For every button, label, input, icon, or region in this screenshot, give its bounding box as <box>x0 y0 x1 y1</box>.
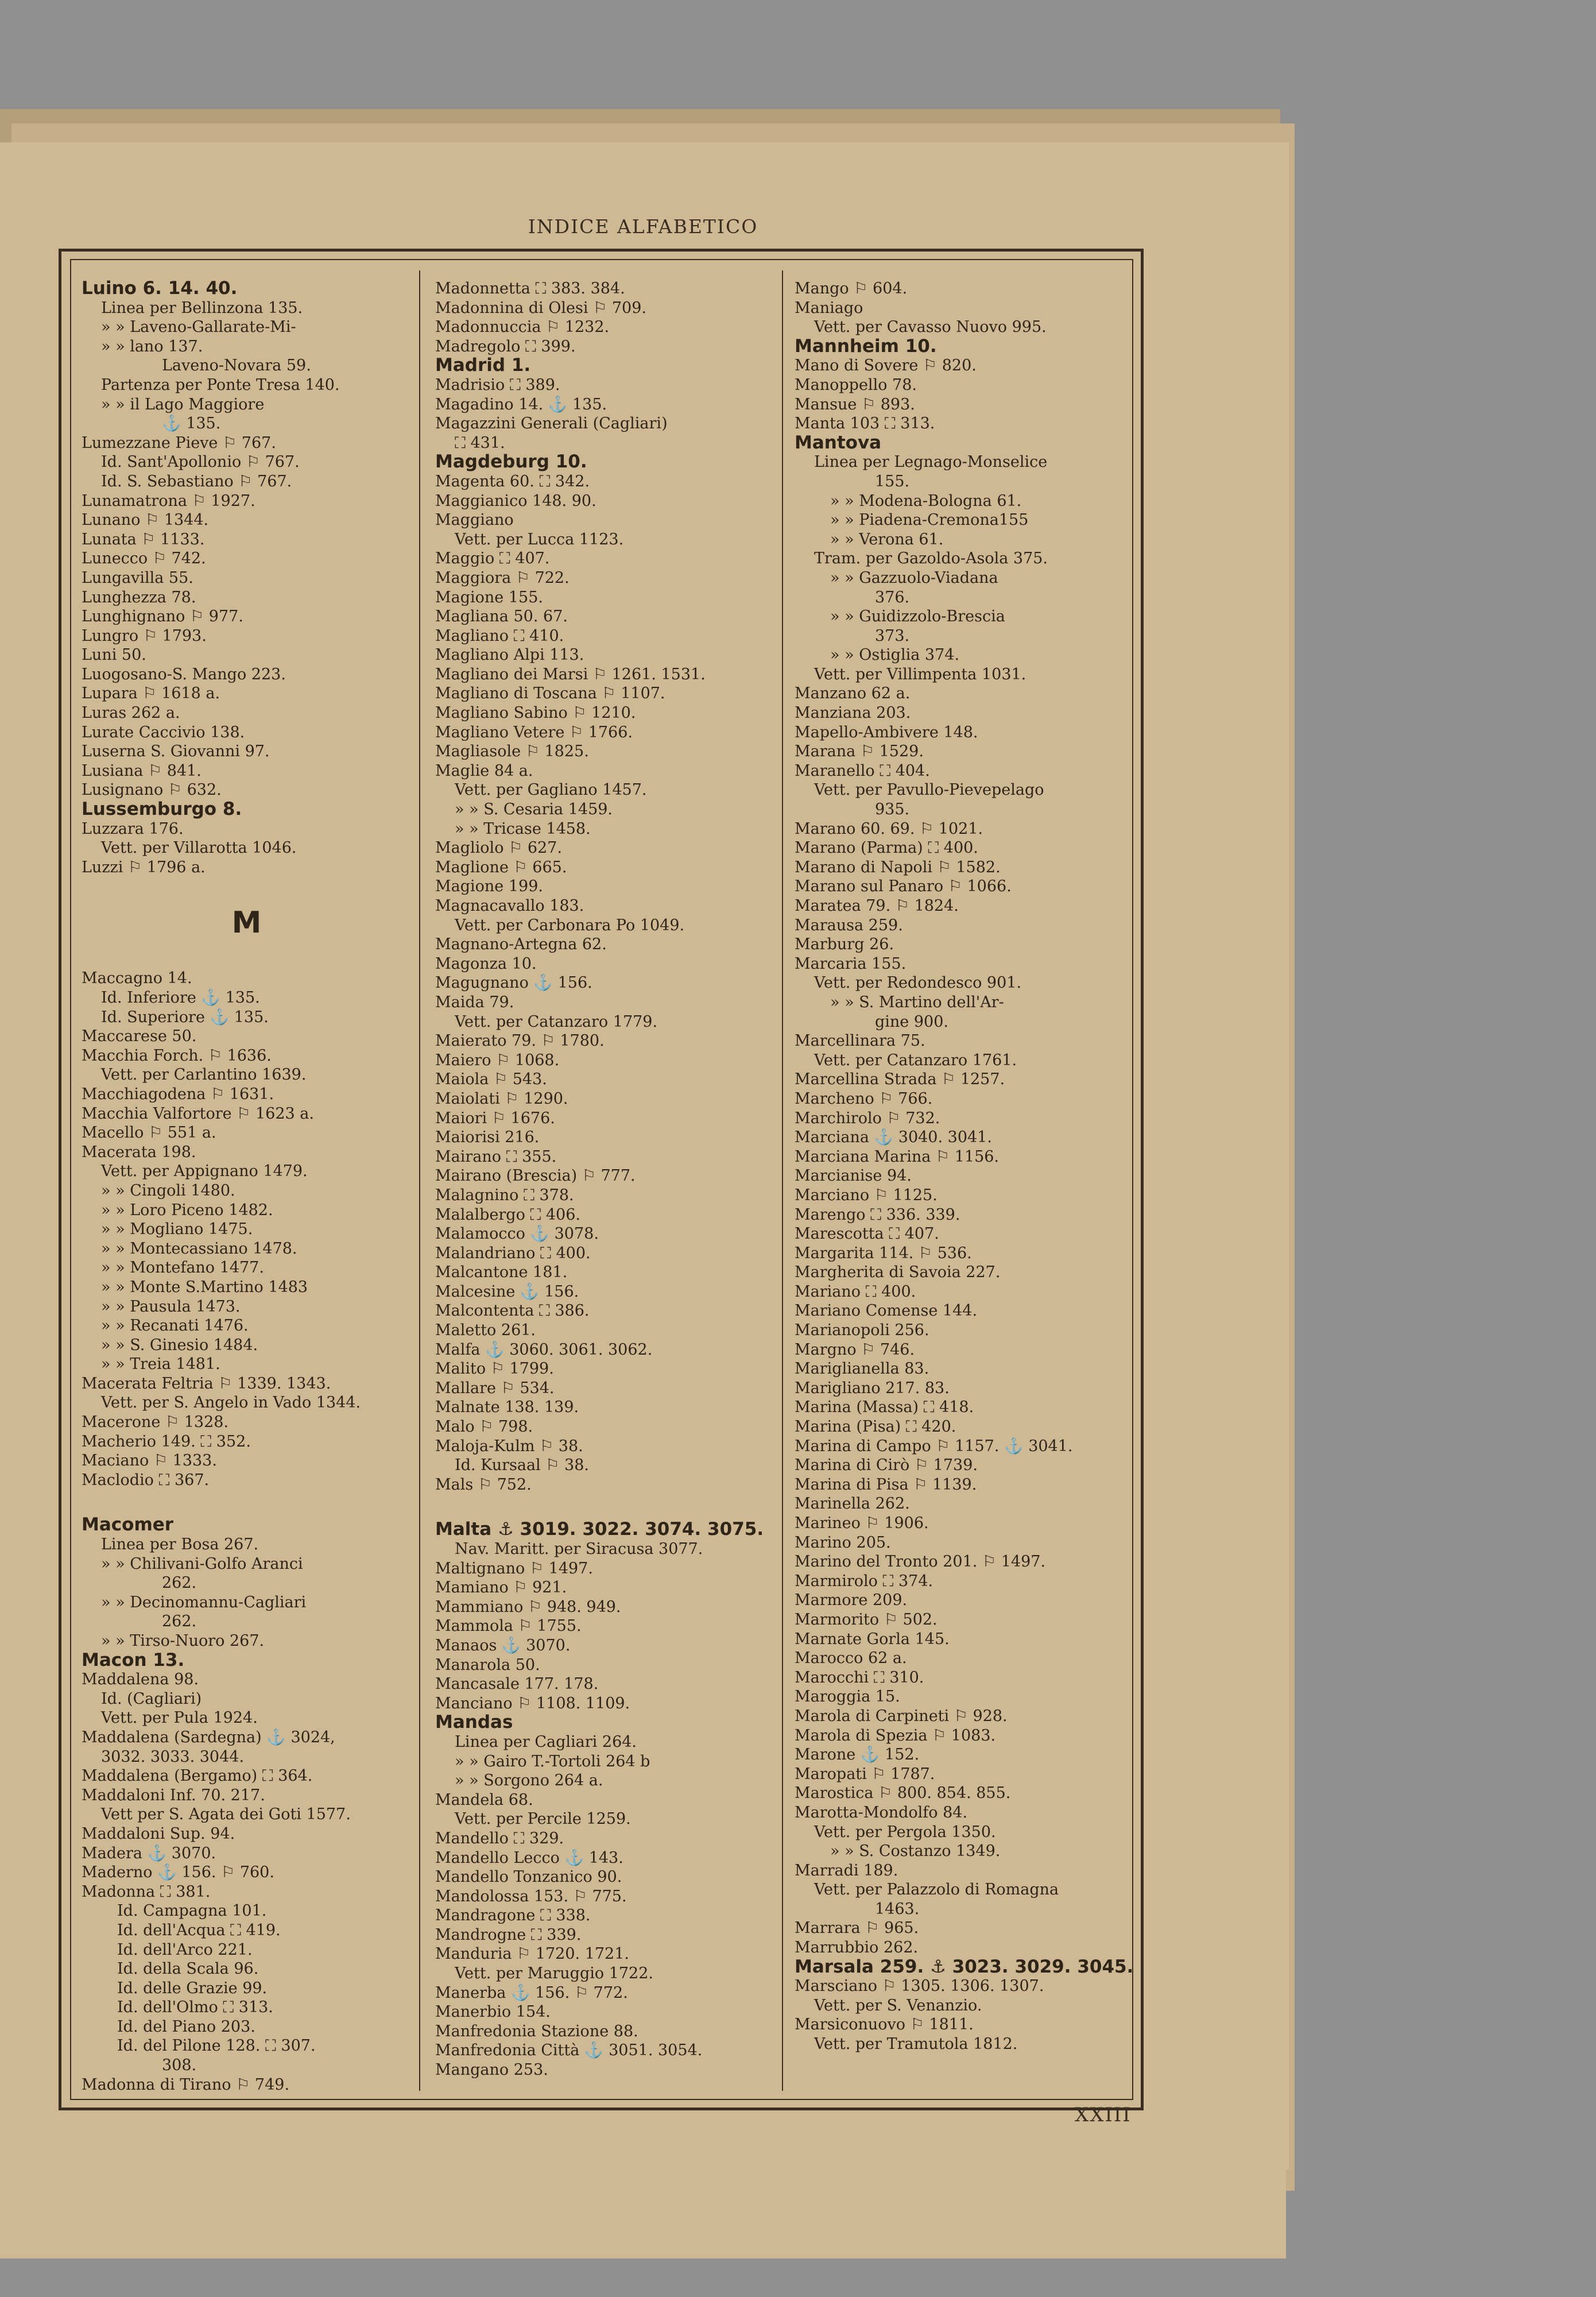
index-entry: gine 900. <box>875 1012 948 1031</box>
index-entry: Magliano Vetere ⚐ 1766. <box>435 723 633 741</box>
index-entry: Tram. per Gazoldo-Asola 375. <box>814 550 1048 568</box>
index-entry: Malamocco ⚓ 3078. <box>435 1225 599 1243</box>
index-entry: Maropati ⚐ 1787. <box>795 1765 935 1783</box>
index-entry: Partenza per Ponte Tresa 140. <box>101 376 340 394</box>
index-entry: Luino 6. 14. 40. <box>82 278 238 299</box>
index-entry: » » il Lago Maggiore <box>101 395 265 413</box>
index-entry: Id. Inferiore ⚓ 135. <box>101 989 260 1007</box>
index-entry: Vett. per S. Venanzio. <box>814 1996 982 2014</box>
index-entry: Luserna S. Giovanni 97. <box>82 743 270 761</box>
index-entry: Marotta-Mondolfo 84. <box>795 1803 968 1822</box>
index-entry: Marcellina Strada ⚐ 1257. <box>795 1070 1005 1089</box>
spacer <box>435 1494 774 1520</box>
index-entry: Marano (Parma) ⛶ 400. <box>795 839 978 857</box>
index-entry: Manziana 203. <box>795 704 911 722</box>
index-entry: Id. S. Sebastiano ⚐ 767. <box>101 472 292 490</box>
index-entry: Marsala 259. ⚓ 3023. 3029. 3045. <box>795 1956 1134 1977</box>
index-entry: Luras 262 a. <box>82 704 180 722</box>
index-entry: » » Cingoli 1480. <box>101 1181 235 1200</box>
index-entry: Marinella 262. <box>795 1495 910 1513</box>
index-entry: Lunecco ⚐ 742. <box>82 550 206 568</box>
index-entry: Manfredonia Città ⚓ 3051. 3054. <box>435 2041 703 2060</box>
index-entry: Vett. per Pavullo-Pievepelago <box>814 781 1044 799</box>
index-entry: Id. (Cagliari) <box>101 1689 202 1708</box>
index-entry: 1463. <box>875 1900 920 1918</box>
index-entry: Mariano ⛶ 400. <box>795 1282 916 1301</box>
column-divider-1 <box>419 270 420 2091</box>
index-entry: Marnate Gorla 145. <box>795 1630 950 1648</box>
index-entry: Lusignano ⚐ 632. <box>82 781 222 799</box>
index-entry: Mansue ⚐ 893. <box>795 395 915 413</box>
index-entry: Marrubbio 262. <box>795 1939 919 1957</box>
index-entry: Lunghignano ⚐ 977. <box>82 608 243 626</box>
index-entry: Magenta 60. ⛶ 342. <box>435 472 590 490</box>
index-entry: Marmore 209. <box>795 1591 908 1610</box>
index-entry: Luzzi ⚐ 1796 a. <box>82 858 206 876</box>
index-entry: Macomer <box>82 1514 174 1536</box>
index-entry: Manerba ⚓ 156. ⚐ 772. <box>435 1983 628 2002</box>
index-entry: Maggiano <box>435 511 514 529</box>
index-entry: Malandriano ⛶ 400. <box>435 1244 591 1262</box>
index-entry: Linea per Legnago-Monselice <box>814 453 1048 471</box>
index-entry: Marianopoli 256. <box>795 1321 929 1340</box>
index-entry: Magliana 50. 67. <box>435 608 568 626</box>
index-entry: » » Verona 61. <box>830 530 944 548</box>
index-entry: » » Gazzuolo-Viadana <box>830 569 998 587</box>
index-entry: Marausa 259. <box>795 916 903 934</box>
index-entry: » » S. Costanzo 1349. <box>830 1842 1001 1861</box>
index-column-1 <box>82 279 412 2094</box>
index-entry: Lungro ⚐ 1793. <box>82 627 207 645</box>
index-entry: Macerata 198. <box>82 1143 196 1161</box>
index-entry: » » lano 137. <box>101 337 203 355</box>
index-entry: Malcesine ⚓ 156. <box>435 1282 579 1301</box>
index-entry: Id. del Pilone 128. ⛶ 307. <box>117 2037 316 2055</box>
index-entry: » » Monte S.Martino 1483 <box>101 1278 308 1296</box>
index-entry: Margarita 114. ⚐ 536. <box>795 1244 972 1262</box>
index-entry: Linea per Bellinzona 135. <box>101 299 303 317</box>
index-entry: Manzano 62 a. <box>795 685 911 703</box>
index-entry: Lurate Caccivio 138. <box>82 723 245 741</box>
index-entry: 262. <box>162 1574 197 1592</box>
index-entry: Maida 79. <box>435 993 514 1011</box>
index-entry: 155. <box>875 472 910 490</box>
index-entry: Maddalena (Bergamo) ⛶ 364. <box>82 1767 313 1785</box>
index-entry: Maccarese 50. <box>82 1027 197 1046</box>
index-entry: Maderno ⚓ 156. ⚐ 760. <box>82 1863 274 1882</box>
index-entry: Magliano Sabino ⚐ 1210. <box>435 704 636 722</box>
index-entry: Vett. per Tramutola 1812. <box>814 2035 1018 2054</box>
index-entry: Id. Kursaal ⚐ 38. <box>455 1456 589 1475</box>
index-entry: » » Loro Piceno 1482. <box>101 1201 273 1219</box>
index-entry: Vett. per Villimpenta 1031. <box>814 665 1026 683</box>
index-entry: Marostica ⚐ 800. 854. 855. <box>795 1784 1011 1803</box>
index-entry: Maloja-Kulm ⚐ 38. <box>435 1437 583 1455</box>
index-entry: Maierato 79. ⚐ 1780. <box>435 1032 605 1050</box>
index-entry: Marana ⚐ 1529. <box>795 743 924 761</box>
page-title: INDICE ALFABETICO <box>528 215 758 238</box>
index-entry: Marescotta ⛶ 407. <box>795 1225 939 1243</box>
index-entry: Magliasole ⚐ 1825. <box>435 743 589 761</box>
index-entry: Macerone ⚐ 1328. <box>82 1413 229 1432</box>
index-entry: Marciana ⚓ 3040. 3041. <box>795 1128 992 1147</box>
index-entry: Malcantone 181. <box>435 1263 568 1282</box>
index-entry: Magadino 14. ⚓ 135. <box>435 395 607 413</box>
index-entry: Laveno-Novara 59. <box>162 357 311 375</box>
index-entry: Luni 50. <box>82 646 146 664</box>
index-entry: Id. dell'Acqua ⛶ 419. <box>117 1921 281 1939</box>
index-entry: » » Guidizzolo-Brescia <box>830 608 1005 626</box>
index-entry: Id. del Piano 203. <box>117 2017 255 2036</box>
index-entry: » » Sorgono 264 a. <box>455 1772 603 1790</box>
index-entry: Marburg 26. <box>795 935 894 954</box>
index-entry: Lunano ⚐ 1344. <box>82 511 209 529</box>
index-entry: Lunamatrona ⚐ 1927. <box>82 492 255 510</box>
index-entry: Marina (Pisa) ⛶ 420. <box>795 1418 956 1436</box>
index-entry: Mandello Lecco ⚓ 143. <box>435 1849 623 1867</box>
index-entry: Magnano-Artegna 62. <box>435 935 607 954</box>
index-entry: Marano 60. 69. ⚐ 1021. <box>795 819 983 838</box>
index-entry: Madonnuccia ⚐ 1232. <box>435 318 610 337</box>
index-entry: 308. <box>162 2056 197 2075</box>
index-entry: Madonnina di Olesi ⚐ 709. <box>435 299 646 317</box>
index-entry: Manaos ⚓ 3070. <box>435 1636 571 1654</box>
index-entry: » » S. Martino dell'Ar- <box>830 993 1004 1011</box>
index-entry: Mandolossa 153. ⚐ 775. <box>435 1887 627 1905</box>
index-entry: Maddaloni Sup. 94. <box>82 1824 235 1843</box>
index-entry: Marina di Pisa ⚐ 1139. <box>795 1475 977 1494</box>
index-entry: » » Recanati 1476. <box>101 1317 249 1335</box>
index-entry: » » Pausula 1473. <box>101 1297 241 1316</box>
index-entry: Lungavilla 55. <box>82 569 193 587</box>
index-entry: Vett. per Villarotta 1046. <box>101 839 297 857</box>
index-entry: Id. dell'Arco 221. <box>117 1940 253 1959</box>
index-entry: Vett. per Carlantino 1639. <box>101 1066 307 1084</box>
index-entry: Vett. per Pula 1924. <box>101 1709 258 1727</box>
index-entry: » » Montefano 1477. <box>101 1259 264 1277</box>
index-entry: Macchiagodena ⚐ 1631. <box>82 1085 274 1103</box>
index-entry: Maroggia 15. <box>795 1688 900 1706</box>
index-entry: Manduria ⚐ 1720. 1721. <box>435 1945 629 1963</box>
spacer <box>82 877 412 906</box>
index-entry: Madrid 1. <box>435 355 531 376</box>
index-page <box>0 163 1286 2259</box>
index-entry: » » S. Ginesio 1484. <box>101 1336 258 1354</box>
index-entry: Malcontenta ⛶ 386. <box>435 1302 590 1320</box>
index-entry: Vett. per Maruggio 1722. <box>455 1965 653 1983</box>
page-number: XXIII <box>1075 2103 1132 2126</box>
index-entry: 262. <box>162 1612 197 1631</box>
index-entry: Marsiconuovo ⚐ 1811. <box>795 2016 974 2034</box>
index-entry: » » Mogliano 1475. <box>101 1220 253 1239</box>
index-entry: » » Piadena-Cremona155 <box>830 511 1029 529</box>
index-entry: Id. Sant'Apollonio ⚐ 767. <box>101 453 300 471</box>
index-entry: Nav. Maritt. per Siracusa 3077. <box>455 1540 703 1558</box>
index-entry: Lusiana ⚐ 841. <box>82 761 202 780</box>
index-entry: » » Modena-Bologna 61. <box>830 492 1022 510</box>
index-entry: Id. dell'Olmo ⛶ 313. <box>117 1998 273 2017</box>
section-letter: M <box>231 906 262 941</box>
index-entry: Luzzara 176. <box>82 819 184 838</box>
index-entry: Lussemburgo 8. <box>82 799 242 820</box>
index-entry: Marola di Carpineti ⚐ 928. <box>795 1707 1008 1725</box>
index-entry: Magnacavallo 183. <box>435 897 584 915</box>
index-entry: Vett. per Carbonara Po 1049. <box>455 916 685 934</box>
index-entry: Vett per S. Agata dei Goti 1577. <box>101 1805 351 1824</box>
index-entry: Id. Campagna 101. <box>117 1902 267 1920</box>
index-entry: Maiolati ⚐ 1290. <box>435 1089 568 1108</box>
index-entry: Maggianico 148. 90. <box>435 492 596 510</box>
index-entry: Linea per Cagliari 264. <box>455 1733 637 1751</box>
index-entry: Mandragone ⛶ 338. <box>435 1907 591 1925</box>
index-entry: Maiero ⚐ 1068. <box>435 1051 560 1069</box>
index-entry: Maglie 84 a. <box>435 761 533 780</box>
index-entry: Maltignano ⚐ 1497. <box>435 1559 593 1577</box>
index-entry: » » Laveno-Gallarate-Mi- <box>101 318 296 337</box>
index-entry: Marone ⚓ 152. <box>795 1746 920 1764</box>
index-entry: Mairano (Brescia) ⚐ 777. <box>435 1167 636 1185</box>
index-entry: Maiori ⚐ 1676. <box>435 1109 555 1127</box>
index-entry: Macchia Valfortore ⚐ 1623 a. <box>82 1104 314 1123</box>
index-entry: Id. Superiore ⚓ 135. <box>101 1008 269 1026</box>
index-entry: Madonnetta ⛶ 383. 384. <box>435 280 625 297</box>
index-entry: » » Treia 1481. <box>101 1355 220 1374</box>
index-entry: Manarola 50. <box>435 1656 540 1674</box>
index-entry: Maddalena 98. <box>82 1670 199 1689</box>
index-entry: Id. delle Grazie 99. <box>117 1979 268 1997</box>
column-divider-2 <box>782 270 783 2091</box>
index-entry: Maclodio ⛶ 367. <box>82 1471 210 1489</box>
index-entry: Marano di Napoli ⚐ 1582. <box>795 858 1001 876</box>
index-entry: Marocchi ⛶ 310. <box>795 1668 924 1687</box>
index-entry: Mandela 68. <box>435 1791 533 1809</box>
index-entry: ⚓ 135. <box>162 415 221 433</box>
index-entry: 3032. 3033. 3044. <box>101 1747 245 1766</box>
index-entry: Madrisio ⛶ 389. <box>435 376 560 394</box>
index-entry: Mannheim 10. <box>795 335 937 357</box>
index-entry: Malnate 138. 139. <box>435 1398 579 1417</box>
index-entry: Magione 199. <box>435 877 543 896</box>
index-entry: Margherita di Savoia 227. <box>795 1263 1001 1282</box>
index-entry: Mandello ⛶ 329. <box>435 1829 564 1847</box>
index-entry: 373. <box>875 627 910 645</box>
index-entry: Maggio ⛶ 407. <box>435 550 550 568</box>
index-entry: Macchia Forch. ⚐ 1636. <box>82 1046 272 1065</box>
index-entry: Magliano dei Marsi ⚐ 1261. 1531. <box>435 665 706 683</box>
index-entry: Mancasale 177. 178. <box>435 1675 599 1693</box>
index-entry: Lunata ⚐ 1133. <box>82 530 205 548</box>
index-entry: Vett. per S. Angelo in Vado 1344. <box>101 1394 361 1412</box>
index-entry: Mairano ⛶ 355. <box>435 1147 557 1166</box>
index-entry: Mammola ⚐ 1755. <box>435 1617 582 1635</box>
index-entry: Mammiano ⚐ 948. 949. <box>435 1598 621 1616</box>
index-entry: Madonna di Tirano ⚐ 749. <box>82 2075 290 2094</box>
index-column-3 <box>795 279 1134 2054</box>
index-entry: Mandello Tonzanico 90. <box>435 1868 622 1886</box>
index-entry: Linea per Bosa 267. <box>101 1536 259 1554</box>
index-entry: Malito ⚐ 1799. <box>435 1360 554 1378</box>
index-entry: Malalbergo ⛶ 406. <box>435 1205 581 1224</box>
index-entry: Manfredonia Stazione 88. <box>435 2022 638 2040</box>
index-entry: Marengo ⛶ 336. 339. <box>795 1205 960 1224</box>
index-entry: Vett. per Palazzolo di Romagna <box>814 1881 1059 1899</box>
index-entry: Lupara ⚐ 1618 a. <box>82 685 220 703</box>
index-entry: » » Tricase 1458. <box>455 819 591 838</box>
index-entry: Mariglianella 83. <box>795 1360 929 1378</box>
index-entry: Maiola ⚐ 543. <box>435 1070 547 1089</box>
index-entry: Vett. per Catanzaro 1779. <box>455 1012 658 1031</box>
index-entry: Marino 205. <box>795 1533 891 1552</box>
index-entry: » » Gairo T.-Tortoli 264 b <box>455 1752 650 1770</box>
index-entry: Mapello-Ambivere 148. <box>795 723 978 741</box>
index-entry: Marsciano ⚐ 1305. 1306. 1307. <box>795 1977 1044 1996</box>
index-entry: Marocco 62 a. <box>795 1649 907 1668</box>
index-entry: Marciano ⚐ 1125. <box>795 1186 938 1204</box>
index-entry: » » S. Cesaria 1459. <box>455 801 613 819</box>
index-entry: Magazzini Generali (Cagliari) <box>435 415 668 433</box>
index-entry: Manerbio 154. <box>435 2003 551 2021</box>
index-entry: Maranello ⛶ 404. <box>795 761 930 780</box>
index-entry: Magione 155. <box>435 588 543 606</box>
index-entry: Vett. per Pergola 1350. <box>814 1823 996 1841</box>
index-entry: Manoppello 78. <box>795 376 917 394</box>
index-entry: Marcaria 155. <box>795 954 907 973</box>
index-entry: Madera ⚓ 3070. <box>82 1844 216 1862</box>
index-entry: Maddaloni Inf. 70. 217. <box>82 1786 265 1804</box>
index-entry: Macello ⚐ 551 a. <box>82 1124 216 1142</box>
index-entry: Vett. per Gagliano 1457. <box>455 781 647 799</box>
index-entry: Marcellinara 75. <box>795 1032 925 1050</box>
index-column-2 <box>435 279 774 2080</box>
index-entry: Marcheno ⚐ 766. <box>795 1089 933 1108</box>
index-entry: Mandrogne ⛶ 339. <box>435 1925 582 1944</box>
index-entry: Marcianise 94. <box>795 1167 912 1185</box>
index-entry: » » Ostiglia 374. <box>830 646 960 664</box>
index-entry: Marola di Spezia ⚐ 1083. <box>795 1726 996 1745</box>
index-entry: Marina di Cirò ⚐ 1739. <box>795 1456 978 1475</box>
index-entry: » » Tirso-Nuoro 267. <box>101 1632 265 1650</box>
index-entry: Magugnano ⚓ 156. <box>435 974 592 992</box>
index-entry: Marina di Campo ⚐ 1157. ⚓ 3041. <box>795 1437 1073 1455</box>
index-entry: Vett. per Redondesco 901. <box>814 974 1022 992</box>
index-entry: Marano sul Panaro ⚐ 1066. <box>795 877 1012 896</box>
index-entry: Margno ⚐ 746. <box>795 1340 915 1359</box>
index-entry: Marrara ⚐ 965. <box>795 1919 919 1938</box>
index-entry: Magonza 10. <box>435 954 537 973</box>
index-entry: Magliano ⛶ 410. <box>435 627 564 645</box>
index-entry: Macherio 149. ⛶ 352. <box>82 1432 251 1451</box>
index-entry: Magliano Alpi 113. <box>435 646 584 664</box>
index-entry: Malo ⚐ 798. <box>435 1418 533 1436</box>
spacer <box>82 940 412 969</box>
index-entry: Magdeburg 10. <box>435 451 587 473</box>
index-entry: Mantova <box>795 432 882 453</box>
index-entry: Maratea 79. ⚐ 1824. <box>795 897 959 915</box>
index-entry: Mano di Sovere ⚐ 820. <box>795 357 977 375</box>
index-entry: Macon 13. <box>82 1649 185 1670</box>
index-entry: Maletto 261. <box>435 1321 536 1340</box>
index-entry: Maglione ⚐ 665. <box>435 858 567 876</box>
index-entry: Manta 103 ⛶ 313. <box>795 415 935 433</box>
index-entry: Vett. per Percile 1259. <box>455 1810 631 1828</box>
index-entry: Marineo ⚐ 1906. <box>795 1514 929 1532</box>
index-entry: Magliano di Toscana ⚐ 1107. <box>435 685 665 703</box>
index-entry: Marino del Tronto 201. ⚐ 1497. <box>795 1553 1046 1571</box>
index-entry: Manciano ⚐ 1108. 1109. <box>435 1694 630 1712</box>
index-entry: Luogosano-S. Mango 223. <box>82 665 286 683</box>
index-entry: Maciano ⚐ 1333. <box>82 1452 217 1470</box>
index-entry: Vett. per Cavasso Nuovo 995. <box>814 318 1047 337</box>
index-entry: Malagnino ⛶ 378. <box>435 1186 574 1204</box>
index-entry: Macerata Feltria ⚐ 1339. 1343. <box>82 1374 331 1393</box>
index-entry: Malfa ⚓ 3060. 3061. 3062. <box>435 1340 653 1359</box>
index-entry: Lumezzane Pieve ⚐ 767. <box>82 434 276 452</box>
index-entry: Maggiora ⚐ 722. <box>435 569 570 587</box>
index-entry: Vett. per Appignano 1479. <box>101 1162 308 1181</box>
index-entry: Madonna ⛶ 381. <box>82 1882 211 1901</box>
index-entry: Marciana Marina ⚐ 1156. <box>795 1147 1000 1166</box>
index-entry: Mangano 253. <box>435 2061 548 2079</box>
index-entry: 935. <box>875 801 910 819</box>
index-entry: 376. <box>875 588 910 606</box>
index-entry: Mals ⚐ 752. <box>435 1475 532 1494</box>
index-entry: Marmirolo ⛶ 374. <box>795 1572 933 1590</box>
spacer <box>82 1490 412 1515</box>
index-entry: Mallare ⚐ 534. <box>435 1379 555 1397</box>
index-entry: ⛶ 431. <box>455 434 505 452</box>
index-entry: Maiorisi 216. <box>435 1128 540 1147</box>
index-entry: Malta ⚓ 3019. 3022. 3074. 3075. <box>435 1519 764 1540</box>
index-entry: Mango ⚐ 604. <box>795 280 908 297</box>
index-entry: Marchirolo ⚐ 732. <box>795 1109 940 1127</box>
index-entry: » » Montecassiano 1478. <box>101 1239 297 1258</box>
index-entry: Vett. per Catanzaro 1761. <box>814 1051 1017 1069</box>
index-entry: Marmorito ⚐ 502. <box>795 1610 938 1629</box>
index-entry: » » Decinomannu-Cagliari <box>101 1593 307 1611</box>
index-entry: Mamiano ⚐ 921. <box>435 1579 567 1597</box>
index-entry: Mariano Comense 144. <box>795 1302 978 1320</box>
index-entry: Madregolo ⛶ 399. <box>435 337 576 355</box>
index-entry: Lunghezza 78. <box>82 588 196 606</box>
index-entry: Mandas <box>435 1712 513 1733</box>
index-entry: Maddalena (Sardegna) ⚓ 3024, <box>82 1728 335 1746</box>
index-entry: » » Chilivani-Golfo Aranci <box>101 1554 303 1573</box>
index-entry: Marradi 189. <box>795 1861 898 1880</box>
index-entry: Marigliano 217. 83. <box>795 1379 950 1397</box>
index-entry: Id. della Scala 96. <box>117 1960 259 1978</box>
index-entry: Marina (Massa) ⛶ 418. <box>795 1398 974 1417</box>
index-entry: Vett. per Lucca 1123. <box>455 530 624 548</box>
index-entry: Magliolo ⚐ 627. <box>435 839 562 857</box>
index-entry: Maniago <box>795 299 863 317</box>
index-entry: Maccagno 14. <box>82 969 192 988</box>
